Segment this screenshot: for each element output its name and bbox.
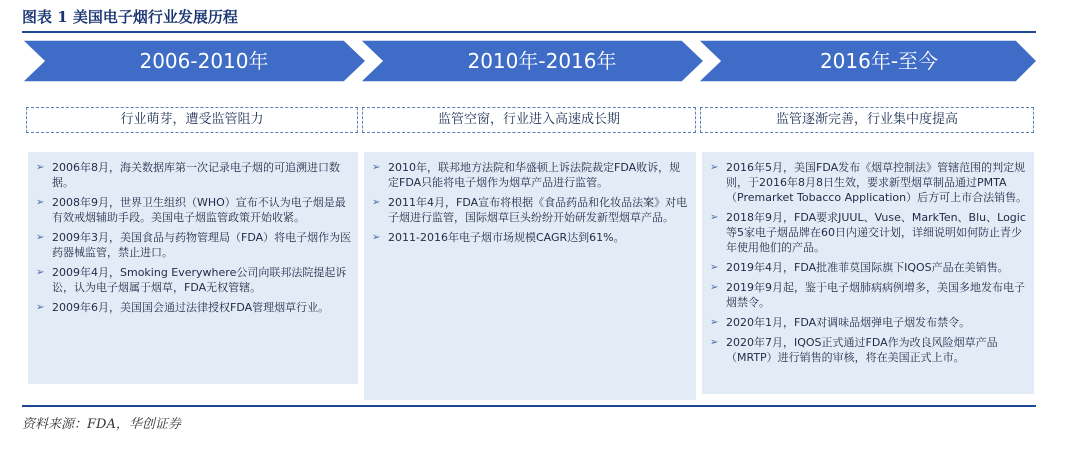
stage-events-panel-2: [364, 152, 696, 400]
stage-period-1: 2006-2010年: [139, 49, 269, 73]
event-text: 2020年1月，FDA对调味品烟弹电子烟发布禁令。: [726, 316, 971, 329]
stage-period-3: 2016年-至今: [819, 49, 939, 73]
event-item: [36, 230, 352, 260]
stage-period-2: 2010年-2016年: [467, 49, 617, 73]
title-rule: [22, 31, 1036, 33]
arrow-bullet-icon: ➢: [36, 162, 45, 173]
stage-theme-2: 监管空窗，行业进入高速成长期: [362, 107, 696, 133]
arrow-bullet-icon: ➢: [36, 267, 45, 278]
event-item: [372, 160, 690, 190]
arrow-bullet-icon: ➢: [710, 262, 719, 273]
arrow-bullet-icon: ➢: [710, 317, 719, 328]
event-item: [710, 160, 1028, 205]
event-item: [372, 195, 690, 225]
event-item: [710, 280, 1028, 310]
stage-events-panel-1: [28, 152, 358, 384]
bottom-rule: [22, 405, 1036, 407]
event-text: 2018年9月，FDA要求JUUL、Vuse、MarkTen、Blu、Logic等5家电子烟品牌在60日内递交计划，详细说明如何防止青少年使用他们的产品。: [726, 211, 1026, 254]
event-text: 2008年9月，世界卫生组织（WHO）宣布不认为电子烟是最有效戒烟辅助手段。美国电子烟监管政策开始收紧。: [52, 196, 346, 224]
event-text: 2006年8月，海关数据库第一次记录电子烟的可追溯进口数据。: [52, 161, 340, 189]
arrow-bullet-icon: ➢: [36, 302, 45, 313]
stage-theme-3: 监管逐渐完善，行业集中度提高: [700, 107, 1034, 133]
event-item: [36, 300, 352, 315]
arrow-bullet-icon: ➢: [372, 232, 381, 243]
arrow-bullet-icon: ➢: [710, 282, 719, 293]
arrow-bullet-icon: ➢: [710, 212, 719, 223]
arrow-bullet-icon: ➢: [710, 337, 719, 348]
arrow-bullet-icon: ➢: [710, 162, 719, 173]
event-item: [710, 260, 1028, 275]
event-item: [36, 160, 352, 190]
event-text: 2016年5月，美国FDA发布《烟草控制法》管辖范围的判定规则，于2016年8月8日生效，要求新型烟草制品通过PMTA（Premarket Tobacco Application）后方可上市合法销售。: [726, 161, 1028, 204]
stage-events-panel-3: [702, 152, 1034, 394]
event-text: 2019年4月，FDA批准菲莫国际旗下IQOS产品在美销售。: [726, 261, 1009, 274]
arrow-bullet-icon: ➢: [372, 162, 381, 173]
event-text: 2020年7月，IQOS正式通过FDA作为改良风险烟草产品（MRTP）进行销售的审核，将在美国正式上市。: [726, 336, 998, 364]
event-text: 2009年6月，美国国会通过法律授权FDA管理烟草行业。: [52, 301, 330, 314]
event-text: 2009年4月，Smoking Everywhere公司向联邦法院提起诉讼，认为电子烟属于烟草，FDA无权管辖。: [52, 266, 347, 294]
figure-title: 图表 1 美国电子烟行业发展历程: [22, 8, 238, 26]
arrow-bullet-icon: ➢: [36, 197, 45, 208]
event-item: [36, 195, 352, 225]
arrow-bullet-icon: ➢: [372, 197, 381, 208]
event-text: 2011年4月，FDA宣布将根据《食品药品和化妆品法案》对电子烟进行监管，国际烟草巨头纷纷开始研发新型烟草产品。: [388, 196, 688, 224]
event-item: [372, 230, 690, 245]
event-text: 2010年，联邦地方法院和华盛顿上诉法院裁定FDA败诉，规定FDA只能将电子烟作为烟草产品进行监管。: [388, 161, 681, 189]
stage-theme-1: 行业萌芽，遭受监管阻力: [26, 107, 358, 133]
event-item: [36, 265, 352, 295]
event-text: 2019年9月起，鉴于电子烟肺病病例增多，美国多地发布电子烟禁令。: [726, 281, 1025, 309]
event-text: 2011-2016年电子烟市场规模CAGR达到61%。: [388, 231, 625, 244]
figure-source: 资料来源：FDA，华创证券: [22, 417, 181, 432]
arrow-bullet-icon: ➢: [36, 232, 45, 243]
event-item: [710, 315, 1028, 330]
event-text: 2009年3月，美国食品与药物管理局（FDA）将电子烟作为医药器械监管，禁止进口。: [52, 231, 352, 259]
event-item: [710, 210, 1028, 255]
event-item: [710, 335, 1028, 365]
